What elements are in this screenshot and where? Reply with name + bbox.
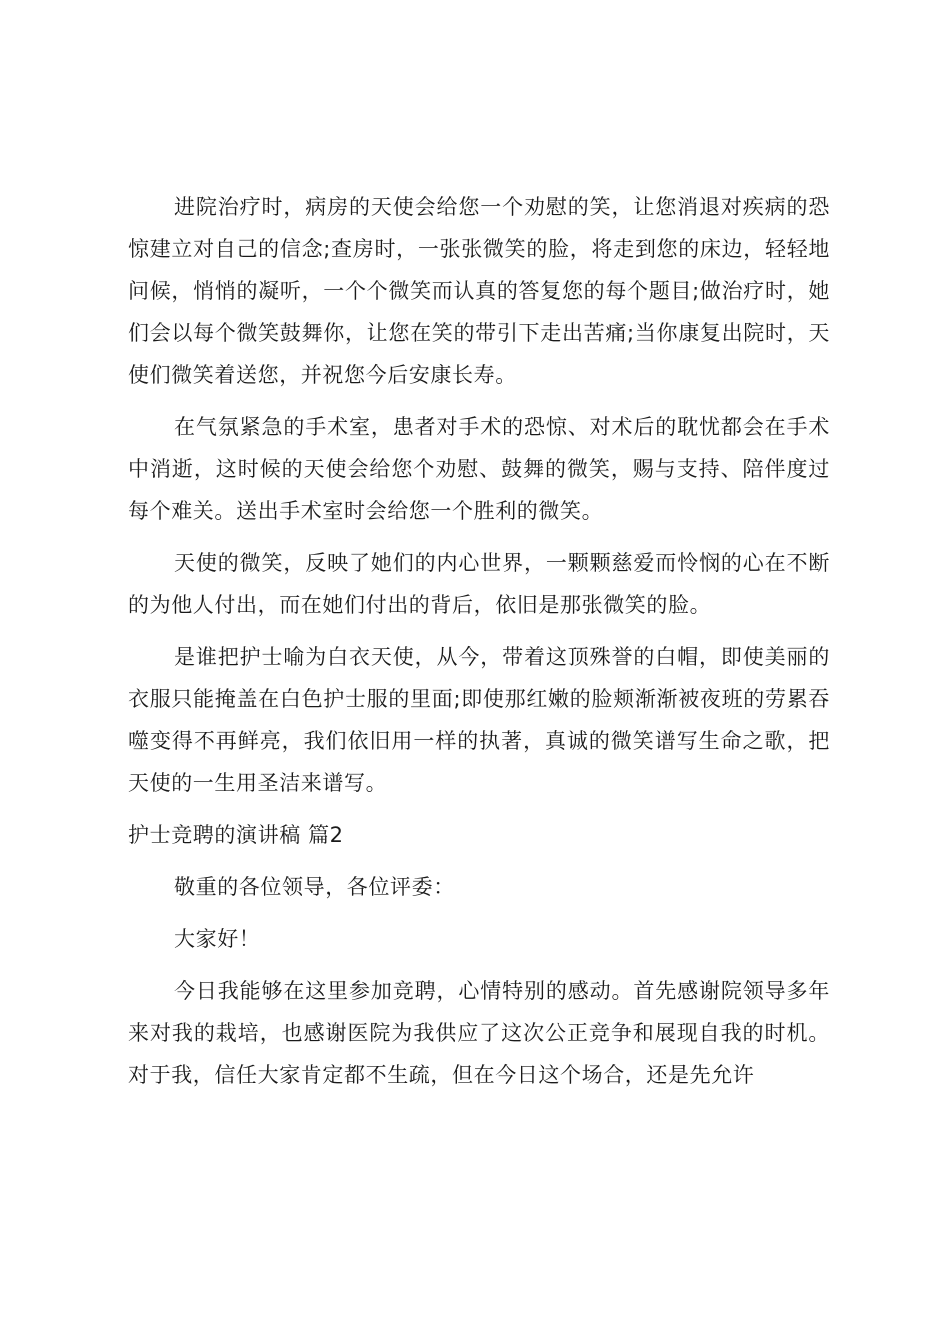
paragraph-opening: 今日我能够在这里参加竞聘，心情特别的感动。首先感谢院领导多年来对我的栽培，也感谢医院为我供应了这次公正竞争和展现自我的时机。对于我，信任大家肯定都不生疏，但在今日这个场合，还是先允许: [128, 979, 830, 1087]
paragraph-greeting: 大家好！: [174, 927, 261, 951]
paragraph-angel-smile: 天使的微笑，反映了她们的内心世界，一颗颗慈爱而怜悯的心在不断的为他人付出，而在她们付出的背后，依旧是那张微笑的脸。: [128, 551, 830, 617]
document-body: [128, 186, 830, 1106]
section-heading: 护士竞聘的演讲稿 篇2: [128, 823, 344, 847]
paragraph-operating-room: 在气氛紧急的手术室，患者对手术的恐惊、对术后的耽忧都会在手术中消逝，这时候的天使会给您个劝慰、鼓舞的微笑，赐与支持、陪伴度过每个难关。送出手术室时会给您一个胜利的微笑。: [128, 415, 830, 523]
paragraph-white-angel: 是谁把护士喻为白衣天使，从今，带着这顶殊誉的白帽，即使美丽的衣服只能掩盖在白色护士服的里面;即使那红嫩的脸颊渐渐被夜班的劳累吞噬变得不再鲜亮，我们依旧用一样的执著，真诚的微笑谱写生命之歌，把天使的一生用圣洁来谱写。: [128, 645, 830, 795]
paragraph-ward-care: 进院治疗时，病房的天使会给您一个劝慰的笑，让您消退对疾病的恐惊建立对自己的信念;查房时，一张张微笑的脸，将走到您的床边，轻轻地问候，悄悄的凝听，一个个微笑而认真的答复您的每个题目;做治疗时，她们会以每个微笑鼓舞你，让您在笑的带引下走出苦痛;当你康复出院时，天使们微笑着送您，并祝您今后安康长寿。: [128, 195, 830, 387]
paragraph-salutation: 敬重的各位领导，各位评委：: [174, 875, 455, 899]
